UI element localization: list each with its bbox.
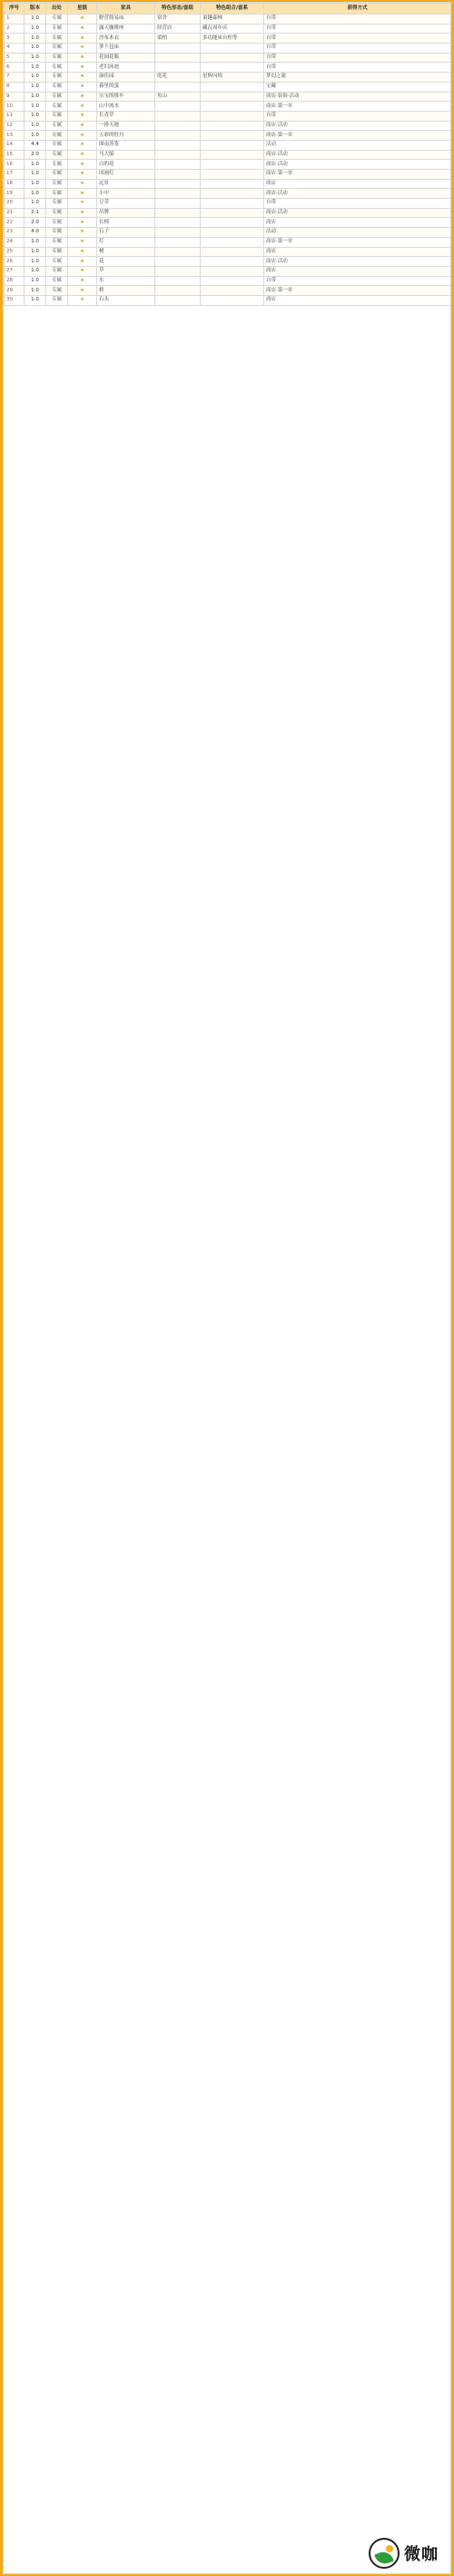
table-cell: 专属 xyxy=(46,131,68,141)
table-row xyxy=(5,160,451,170)
table-cell: 专属 xyxy=(46,266,68,276)
table-cell xyxy=(201,121,264,131)
table-cell: 专属 xyxy=(46,286,68,296)
table-cell xyxy=(201,276,264,286)
table-cell: 28 xyxy=(5,276,25,286)
table-row xyxy=(5,208,451,218)
table-cell xyxy=(155,228,201,238)
table-cell: 专属 xyxy=(46,63,68,73)
table-cell xyxy=(155,44,201,54)
table-cell: 小中 xyxy=(97,189,155,199)
table-cell: 25 xyxy=(5,247,25,257)
table-cell: 1.0 xyxy=(25,44,46,54)
table-cell: ★ xyxy=(68,44,97,54)
table-cell: 7 xyxy=(5,73,25,83)
table-row xyxy=(5,73,451,83)
table-cell: 1.0 xyxy=(25,247,46,257)
table-cell xyxy=(201,208,264,218)
header-cell-4: 家具 xyxy=(97,4,155,15)
table-cell: 专属 xyxy=(46,295,68,305)
table-cell xyxy=(201,150,264,160)
table-row xyxy=(5,15,451,25)
table-cell xyxy=(155,295,201,305)
watermark-text: 微咖 xyxy=(404,2545,439,2564)
table-cell xyxy=(201,199,264,209)
table-cell: ★ xyxy=(68,218,97,228)
table-cell: ★ xyxy=(68,102,97,112)
table-row xyxy=(5,92,451,102)
table-cell: 12 xyxy=(5,121,25,131)
table-row xyxy=(5,24,451,34)
table-cell: ★ xyxy=(68,131,97,141)
table-cell: 1.0 xyxy=(25,63,46,73)
table-cell: 商店 xyxy=(264,247,451,257)
table-cell xyxy=(155,170,201,180)
table-cell: 专属 xyxy=(46,34,68,44)
table-cell xyxy=(201,295,264,305)
table-row xyxy=(5,121,451,131)
table-cell xyxy=(201,189,264,199)
watermark-logo-icon xyxy=(369,2538,400,2569)
table-cell xyxy=(155,160,201,170)
header-cell-2: 出处 xyxy=(46,4,68,15)
table-cell: ★ xyxy=(68,24,97,34)
table-cell: 1.0 xyxy=(25,82,46,92)
table-cell: 商店·活动 xyxy=(264,208,451,218)
table-cell: 宝宝的推车 xyxy=(97,92,155,102)
table-cell: 商店·第一章 xyxy=(264,237,451,247)
table-cell xyxy=(155,63,201,73)
table-cell: 1.0 xyxy=(25,295,46,305)
table-cell: 专属 xyxy=(46,15,68,25)
table-cell: 自带 xyxy=(264,111,451,121)
table-cell: 专属 xyxy=(46,237,68,247)
table-cell: ★ xyxy=(68,286,97,296)
table-cell: 21 xyxy=(5,208,25,218)
table-cell: 4 xyxy=(5,44,25,54)
table-cell: 老旧泳池 xyxy=(97,63,155,73)
table-cell: 专属 xyxy=(46,228,68,238)
table-cell xyxy=(155,82,201,92)
table-cell: 专属 xyxy=(46,44,68,54)
table-cell xyxy=(201,44,264,54)
table-cell: 自带 xyxy=(264,34,451,44)
table-cell: ★ xyxy=(68,111,97,121)
table-cell: 专属 xyxy=(46,102,68,112)
table-cell: 1.0 xyxy=(25,15,46,25)
table-cell: ★ xyxy=(68,257,97,267)
table-cell: 商店·第一章 xyxy=(264,131,451,141)
table-cell: 自带 xyxy=(264,276,451,286)
table-cell: 自带 xyxy=(264,15,451,25)
table-cell: 1.0 xyxy=(25,160,46,170)
table-row xyxy=(5,266,451,276)
table-cell: 自带 xyxy=(264,199,451,209)
table-cell: 暮里的蛋 xyxy=(97,82,155,92)
table-cell: 2.0 xyxy=(25,218,46,228)
header-cell-7: 获得方式 xyxy=(264,4,451,15)
table-cell: ★ xyxy=(68,92,97,102)
table-header-row xyxy=(5,4,451,15)
table-cell: 1.0 xyxy=(25,170,46,180)
table-cell xyxy=(201,82,264,92)
table-row xyxy=(5,276,451,286)
table-row xyxy=(5,82,451,92)
table-row xyxy=(5,102,451,112)
table-cell: ★ xyxy=(68,247,97,257)
table-body xyxy=(5,15,451,306)
table-cell: 专属 xyxy=(46,73,68,83)
table-cell xyxy=(155,237,201,247)
table-cell xyxy=(201,102,264,112)
table-cell: 22 xyxy=(5,218,25,228)
table-row xyxy=(5,286,451,296)
table-cell: 专属 xyxy=(46,208,68,218)
table-cell: 13 xyxy=(5,131,25,141)
table-cell: 4.4 xyxy=(25,140,46,150)
table-row xyxy=(5,53,451,63)
table-cell xyxy=(155,266,201,276)
table-cell: 商店·第一章 xyxy=(264,170,451,180)
header-cell-3: 星级 xyxy=(68,4,97,15)
table-cell: 1.0 xyxy=(25,73,46,83)
table-cell xyxy=(155,121,201,131)
table-cell xyxy=(155,131,201,141)
table-row xyxy=(5,179,451,189)
table-cell: 马大船 xyxy=(97,150,155,160)
table-cell: 专属 xyxy=(46,179,68,189)
watermark xyxy=(369,2533,450,2573)
table-cell xyxy=(155,247,201,257)
table-cell: 3 xyxy=(5,34,25,44)
table-cell xyxy=(155,208,201,218)
table-cell: 活动 xyxy=(264,140,451,150)
table-cell xyxy=(155,257,201,267)
table-row xyxy=(5,34,451,44)
table-cell: 童趣森林 xyxy=(201,15,264,25)
table-cell: 1.0 xyxy=(25,121,46,131)
table-cell xyxy=(155,150,201,160)
table-cell: ★ xyxy=(68,189,97,199)
table-row xyxy=(5,247,451,257)
table-cell: 1.0 xyxy=(25,179,46,189)
table-row xyxy=(5,44,451,54)
furniture-table-sheet xyxy=(3,2,451,2574)
table-cell: 梁柏 xyxy=(155,34,201,44)
table-cell: ★ xyxy=(68,15,97,25)
table-cell: 商店·活动 xyxy=(264,150,451,160)
table-cell: 15 xyxy=(5,150,25,160)
table-cell: ★ xyxy=(68,228,97,238)
table-cell xyxy=(201,140,264,150)
table-row xyxy=(5,189,451,199)
table-cell: ★ xyxy=(68,82,97,92)
table-cell: 石头 xyxy=(97,295,155,305)
table-cell: 康佳园 xyxy=(97,73,155,83)
table-cell xyxy=(201,131,264,141)
header-cell-5: 特色形态/套组 xyxy=(155,4,201,15)
table-cell: 专属 xyxy=(46,276,68,286)
table-cell: 沙布木衣 xyxy=(97,34,155,44)
table-cell: 商店 xyxy=(264,179,451,189)
table-cell xyxy=(155,286,201,296)
table-cell: 自带 xyxy=(264,44,451,54)
table-cell xyxy=(201,179,264,189)
table-cell: 长椅 xyxy=(97,218,155,228)
table-cell: 专属 xyxy=(46,111,68,121)
table-cell: ★ xyxy=(68,276,97,286)
table-cell: 2 xyxy=(5,24,25,34)
table-cell: 1.0 xyxy=(25,53,46,63)
table-cell xyxy=(155,218,201,228)
table-cell: 23 xyxy=(5,228,25,238)
table-cell xyxy=(201,53,264,63)
table-cell: 专属 xyxy=(46,92,68,102)
table-cell: 商店·第一章 xyxy=(264,102,451,112)
table-cell: 20 xyxy=(5,199,25,209)
table-cell: 图南蒸笼 xyxy=(97,140,155,150)
table-cell xyxy=(155,140,201,150)
table-cell: ★ xyxy=(68,121,97,131)
table-row xyxy=(5,199,451,209)
table-cell: 专属 xyxy=(46,53,68,63)
table-cell xyxy=(155,111,201,121)
table-cell: 专属 xyxy=(46,121,68,131)
table-cell: 1.0 xyxy=(25,92,46,102)
table-cell: 经营店 xyxy=(155,24,201,34)
table-cell: 自带 xyxy=(264,24,451,34)
table-cell xyxy=(201,237,264,247)
table-cell: 1.0 xyxy=(25,131,46,141)
table-cell xyxy=(201,257,264,267)
table-cell: 萝卜包床 xyxy=(97,44,155,54)
table-cell: 1.0 xyxy=(25,237,46,247)
table-cell xyxy=(201,160,264,170)
table-cell: 活动 xyxy=(264,228,451,238)
furniture-table xyxy=(4,3,451,306)
table-cell: 18 xyxy=(5,179,25,189)
table-row xyxy=(5,257,451,267)
header-cell-6: 特色组合/套系 xyxy=(201,4,264,15)
table-cell: 自带 xyxy=(264,53,451,63)
table-cell: 树 xyxy=(97,247,155,257)
table-cell: ★ xyxy=(68,295,97,305)
table-cell: 14 xyxy=(5,140,25,150)
table-cell: 26 xyxy=(5,257,25,267)
table-row xyxy=(5,170,451,180)
table-cell: 9 xyxy=(5,92,25,102)
table-cell xyxy=(201,92,264,102)
table-cell: 1.0 xyxy=(25,257,46,267)
table-cell xyxy=(201,111,264,121)
table-cell: 国画灯 xyxy=(97,170,155,180)
table-row xyxy=(5,140,451,150)
table-cell: 远景 xyxy=(97,179,155,189)
table-cell xyxy=(155,199,201,209)
table-cell xyxy=(155,179,201,189)
table-cell: ★ xyxy=(68,208,97,218)
table-cell xyxy=(201,218,264,228)
table-cell: 吊牌 xyxy=(97,208,155,218)
table-row xyxy=(5,228,451,238)
table-cell: ★ xyxy=(68,34,97,44)
table-cell: 商店 xyxy=(264,218,451,228)
table-cell xyxy=(201,266,264,276)
table-cell: 专属 xyxy=(46,170,68,180)
table-cell: 星辉闪烁 xyxy=(201,73,264,83)
table-cell: 商店·活动 xyxy=(264,160,451,170)
table-cell: 2.0 xyxy=(25,150,46,160)
table-cell: 草 xyxy=(97,266,155,276)
table-cell: 专属 xyxy=(46,247,68,257)
table-cell: 商店 xyxy=(264,266,451,276)
table-cell: 30 xyxy=(5,295,25,305)
table-cell: ★ xyxy=(68,140,97,150)
table-cell: 专属 xyxy=(46,199,68,209)
table-cell xyxy=(201,228,264,238)
table-cell: 6 xyxy=(5,63,25,73)
table-cell: ★ xyxy=(68,63,97,73)
table-cell: ★ xyxy=(68,160,97,170)
table-cell: 多功能床台柜等 xyxy=(201,34,264,44)
table-cell: 10 xyxy=(5,102,25,112)
table-cell: 山中流水 xyxy=(97,102,155,112)
table-cell: 19 xyxy=(5,189,25,199)
table-cell xyxy=(201,286,264,296)
table-cell: 1.0 xyxy=(25,102,46,112)
table-cell: 庭花 xyxy=(155,73,201,83)
table-cell: 宿舍 xyxy=(155,15,201,25)
table-cell xyxy=(155,276,201,286)
table-cell: ★ xyxy=(68,150,97,160)
table-cell: 鱼山 xyxy=(155,92,201,102)
table-cell: 1.0 xyxy=(25,276,46,286)
table-cell: 商店·活动 xyxy=(264,257,451,267)
table-cell: 27 xyxy=(5,266,25,276)
table-cell: 1.0 xyxy=(25,266,46,276)
table-cell xyxy=(155,102,201,112)
table-cell xyxy=(201,170,264,180)
table-cell: 专属 xyxy=(46,189,68,199)
table-cell: 灯 xyxy=(97,237,155,247)
table-cell: ★ xyxy=(68,199,97,209)
table-cell: 梦幻之旅 xyxy=(264,73,451,83)
table-cell: 藏瓦周年庆 xyxy=(201,24,264,34)
table-cell: 长青草 xyxy=(97,111,155,121)
table-cell: 专属 xyxy=(46,150,68,160)
table-row xyxy=(5,111,451,121)
table-cell: 专属 xyxy=(46,218,68,228)
table-cell: 11 xyxy=(5,111,25,121)
table-row xyxy=(5,150,451,160)
table-cell: 商店·活动 xyxy=(264,121,451,131)
table-cell: 商店·装饰·活动 xyxy=(264,92,451,102)
table-cell: 专属 xyxy=(46,82,68,92)
header-cell-1: 版本 xyxy=(25,4,46,15)
table-cell: 专属 xyxy=(46,257,68,267)
table-cell: 商店·第一章 xyxy=(264,286,451,296)
table-cell xyxy=(201,63,264,73)
table-cell: 一排天地 xyxy=(97,121,155,131)
table-cell xyxy=(155,53,201,63)
table-cell: 五彩的牡丹 xyxy=(97,131,155,141)
table-cell: 专属 xyxy=(46,24,68,34)
table-cell: 24 xyxy=(5,237,25,247)
table-cell xyxy=(201,247,264,257)
table-cell: 花园花瓶 xyxy=(97,53,155,63)
table-cell: ★ xyxy=(68,179,97,189)
table-cell: ★ xyxy=(68,170,97,180)
table-cell: 2.1 xyxy=(25,208,46,218)
table-cell: 石子 xyxy=(97,228,155,238)
table-cell: 1.0 xyxy=(25,34,46,44)
table-cell: 16 xyxy=(5,160,25,170)
table-cell: 专属 xyxy=(46,160,68,170)
table-cell: 野营简易床 xyxy=(97,15,155,25)
table-cell: 1.0 xyxy=(25,189,46,199)
table-cell: 4.0 xyxy=(25,228,46,238)
table-cell: 专属 xyxy=(46,140,68,150)
table-cell: 1.0 xyxy=(25,286,46,296)
table-cell: 露天咖啡座 xyxy=(97,24,155,34)
table-cell: 8 xyxy=(5,82,25,92)
table-row xyxy=(5,295,451,305)
table-row xyxy=(5,218,451,228)
table-cell: 1 xyxy=(5,15,25,25)
table-cell: 1.0 xyxy=(25,24,46,34)
table-cell: 水 xyxy=(97,276,155,286)
table-cell: ★ xyxy=(68,237,97,247)
table-cell: 自带 xyxy=(264,63,451,73)
table-cell: ★ xyxy=(68,266,97,276)
table-row xyxy=(5,131,451,141)
table-cell xyxy=(155,189,201,199)
table-row xyxy=(5,237,451,247)
table-cell: 1.0 xyxy=(25,111,46,121)
table-cell: 宝藏 xyxy=(264,82,451,92)
table-cell: 商店·活动 xyxy=(264,189,451,199)
table-cell: 5 xyxy=(5,53,25,63)
table-cell: 豆芽 xyxy=(97,199,155,209)
table-cell: 白的花 xyxy=(97,160,155,170)
table-cell: 1.0 xyxy=(25,199,46,209)
table-row xyxy=(5,63,451,73)
table-cell: 29 xyxy=(5,286,25,296)
table-cell: 17 xyxy=(5,170,25,180)
table-cell: ★ xyxy=(68,73,97,83)
table-cell: 桥 xyxy=(97,286,155,296)
table-cell: 花 xyxy=(97,257,155,267)
table-cell: ★ xyxy=(68,53,97,63)
header-cell-0: 序号 xyxy=(5,4,25,15)
table-cell: 商店 xyxy=(264,295,451,305)
